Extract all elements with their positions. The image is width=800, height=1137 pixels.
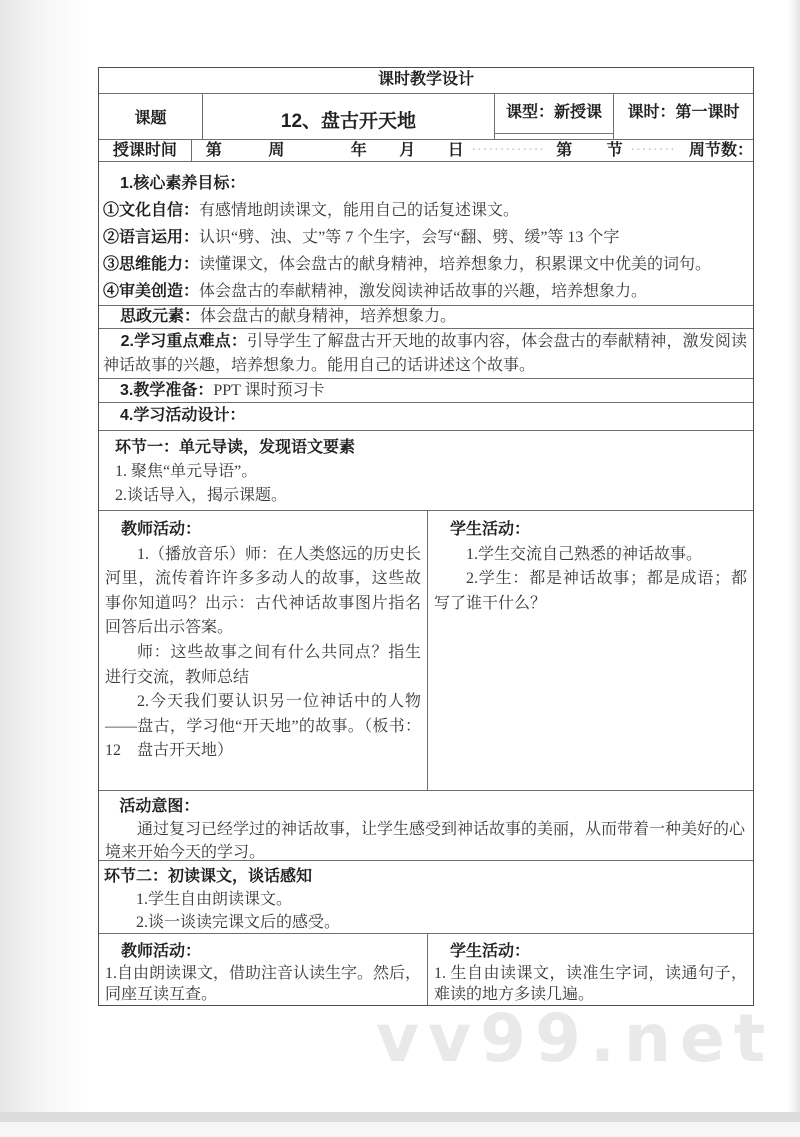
dotted-leader: ········ xyxy=(631,144,677,156)
goal-label: ③思维能力： xyxy=(103,256,200,273)
goal-language xyxy=(103,224,745,251)
teacher-paragraph: 师：这些故事之间有什么共同点？指生进行交流，教师总结 xyxy=(105,643,421,686)
goal-text: 读懂课文，体会盘古的献身精神，培养想象力，积累课文中优美的词句。 xyxy=(199,256,712,273)
page-edge-left-shadow xyxy=(0,0,88,1112)
stage1-item: 1. 聚焦“单元导语”。 xyxy=(115,463,258,480)
intent-row xyxy=(99,790,753,860)
teacher-paragraph: 2.今天我们要认识另一位神话中的人物——盘古，学习他“开天地”的故事。（板书：12 盘古开天地） xyxy=(105,693,421,760)
goal-label: ④审美创造： xyxy=(103,283,200,300)
preparation-text: PPT 课时预习卡 xyxy=(213,382,325,399)
ideology-text: 体会盘古的献身精神，培养想象力。 xyxy=(200,308,457,325)
stage1-teacher-cell xyxy=(99,511,427,790)
goal-text: 认识“劈、浊、丈”等 7 个生字，会写“翻、劈、缓”等 13 个字 xyxy=(199,229,620,246)
teacher-activities-heading: 教师活动： xyxy=(121,521,202,538)
stage2-row xyxy=(99,860,753,933)
student-activities-heading: 学生活动： xyxy=(450,521,531,538)
intent-text: 通过复习已经学过的神话故事，让学生感受到神话故事的美丽，从而带着一种美好的心境来开始今天的学习。 xyxy=(105,821,746,860)
ideology-row xyxy=(99,305,753,328)
stage1-heading: 环节一：单元导读，发现语文要素 xyxy=(115,439,356,456)
student-activities-heading: 学生活动： xyxy=(450,943,531,960)
table-title: 课时教学设计 xyxy=(377,71,474,88)
schedule-period: 节 xyxy=(606,142,623,159)
schedule-day: 日 xyxy=(447,142,464,159)
page-edge-right-shadow xyxy=(788,0,800,1112)
goal-label: ①文化自信： xyxy=(103,202,200,219)
intent-heading: 活动意图： xyxy=(119,798,200,815)
goal-aesthetic xyxy=(103,278,745,305)
key-points-text: 引导学生了解盘古开天地的故事内容，体会盘古的奉献精神，激发阅读神话故事的兴趣，培养想象力。能用自己的话讲述这个故事。 xyxy=(103,333,747,374)
topic-label-cell: 课题 xyxy=(134,110,167,127)
stage2-item: 1.学生自由朗读课文。 xyxy=(136,891,293,908)
schedule-week-prefix: 第 xyxy=(205,142,222,159)
key-points-label: 2.学习重点难点： xyxy=(120,333,247,350)
stage2-item: 2.谈一谈读完课文后的感受。 xyxy=(136,914,341,931)
header-row xyxy=(99,93,753,139)
session-cell: 课时：第一课时 xyxy=(613,94,753,139)
stage2-teacher-cell xyxy=(99,934,427,1005)
stage1-activity-row xyxy=(99,510,753,790)
stage2-heading: 环节二：初读课文，谈话感知 xyxy=(104,868,313,885)
core-goals-heading: 1.核心素养目标： xyxy=(120,175,246,192)
stage2-activity-row xyxy=(99,933,753,1005)
schedule-month: 月 xyxy=(399,142,416,159)
student-paragraph: 2.学生：都是神话故事；都是成语；都写了谁干什么？ xyxy=(434,570,747,612)
stage1-row xyxy=(99,430,753,510)
teacher-paragraph: 1.自由朗读课文，借助注音认读生字。然后，同座互读互查。 xyxy=(105,964,422,1003)
student-paragraph: 1. 生自由读课文，读准生字词，读通句子，难读的地方多读几遍。 xyxy=(434,964,747,1003)
activity-design-row xyxy=(99,402,753,430)
teacher-activities-heading: 教师活动： xyxy=(121,943,202,960)
page-bottom-margin xyxy=(0,1122,800,1137)
page-bottom-edge xyxy=(0,1112,800,1122)
schedule-year: 年 xyxy=(350,142,367,159)
goal-text: 有感情地朗读课文，能用自己的话复述课文。 xyxy=(199,202,520,219)
dotted-leader: ············· xyxy=(472,144,546,156)
schedule-week: 周 xyxy=(268,142,285,159)
watermark: vv99.net xyxy=(376,1000,775,1077)
stage1-item: 2.谈话导入，揭示课题。 xyxy=(115,487,288,504)
preparation-row xyxy=(99,378,753,402)
goal-label: ②语言运用： xyxy=(103,229,200,246)
core-goals-row xyxy=(99,161,753,305)
goal-text: 体会盘古的奉献精神，激发阅读神话故事的兴趣，培养想象力。 xyxy=(199,283,648,300)
teacher-paragraph: 1.（播放音乐）师：在人类悠远的历史长河里，流传着许许多多动人的故事，这些故事你知道吗？出示：古代神话故事图片指名回答后出示答案。 xyxy=(105,545,422,637)
goal-thinking xyxy=(103,251,745,278)
schedule-weekly-count: 周节数： xyxy=(688,142,753,159)
key-points-row xyxy=(99,328,753,378)
schedule-label: 授课时间 xyxy=(112,142,177,159)
course-type-cell: 课型：新授课 xyxy=(494,94,613,139)
stage1-student-cell xyxy=(427,511,753,790)
schedule-row xyxy=(99,139,753,161)
schedule-blanks xyxy=(191,140,753,161)
topic-cell: 12、盘古开天地 xyxy=(202,94,494,139)
lesson-plan-table xyxy=(98,67,754,1006)
schedule-period-prefix: 第 xyxy=(556,142,573,159)
preparation-label: 3.教学准备： xyxy=(120,382,214,399)
goal-culture xyxy=(103,197,745,224)
stage2-student-cell xyxy=(427,934,753,1005)
activity-design-heading: 4.学习活动设计： xyxy=(120,407,246,424)
ideology-label: 思政元素： xyxy=(120,308,201,325)
student-paragraph: 1.学生交流自己熟悉的神话故事。 xyxy=(466,545,703,563)
